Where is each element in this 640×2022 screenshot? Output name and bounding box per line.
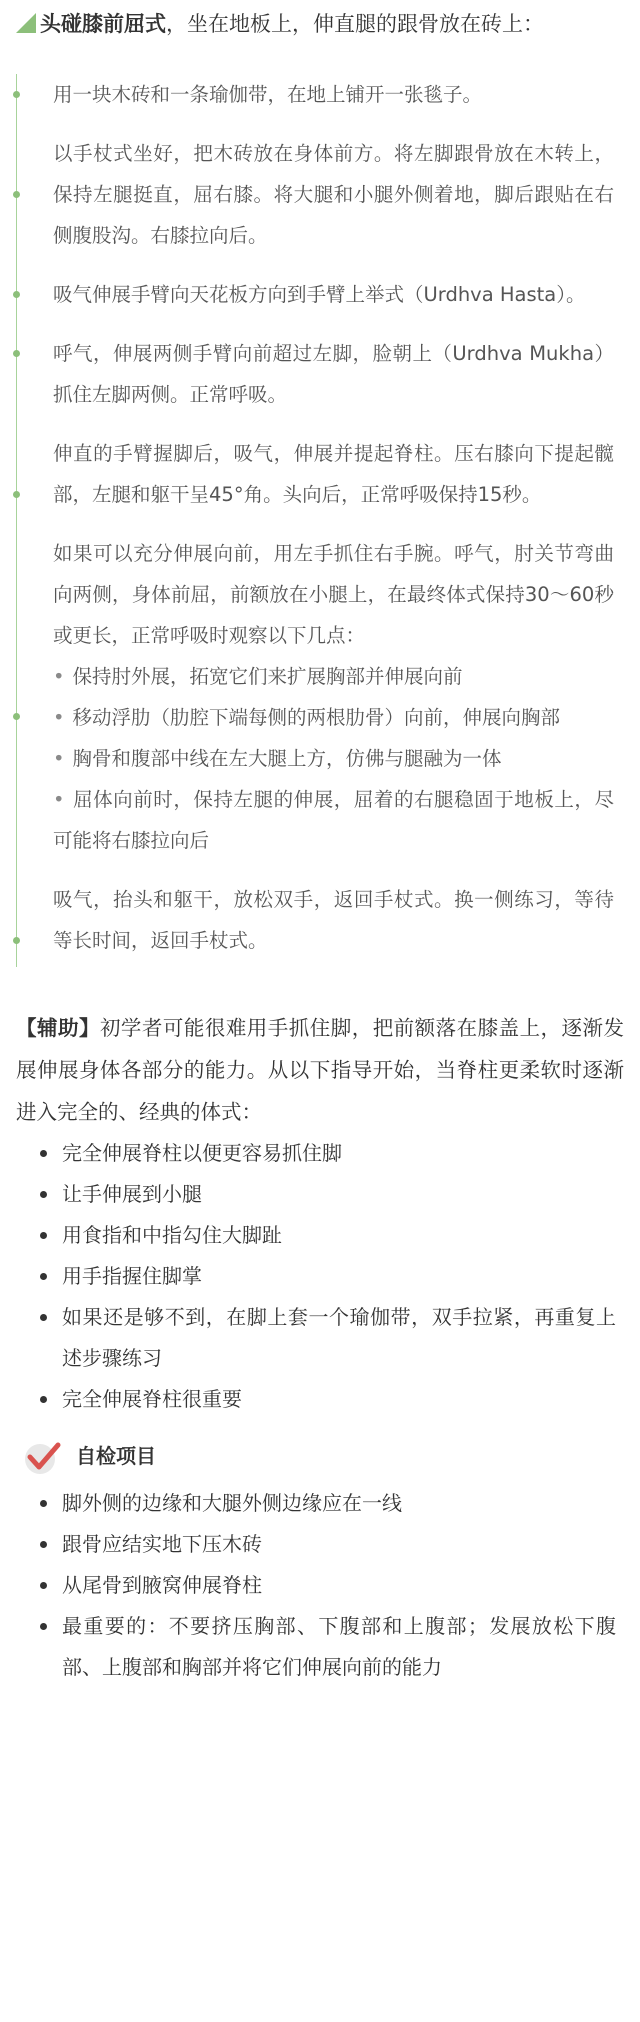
list-item: 最重要的：不要挤压胸部、下腹部和上腹部；发展放松下腹部、上腹部和胸部并将它们伸展向前的能力: [62, 1606, 624, 1688]
step-text: 如果可以充分伸展向前，用左手抓住右手腕。呼气，肘关节弯曲向两侧，身体前屈，前额放在小腿上，在最终体式保持30～60秒或更长，正常呼吸时观察以下几点：: [53, 542, 614, 647]
list-item: 用手指握住脚掌: [62, 1256, 624, 1297]
selfcheck-heading: [16, 1436, 624, 1477]
assist-label: 【辅助】: [16, 1016, 100, 1040]
step-item: [37, 74, 624, 115]
step-item: [37, 274, 624, 315]
timeline-dot-icon: [13, 491, 20, 498]
heading-bold: 头碰膝前屈式: [40, 12, 166, 36]
assist-paragraph: [16, 1007, 624, 1133]
list-item: 如果还是够不到，在脚上套一个瑜伽带，双手拉紧，再重复上述步骤练习: [62, 1297, 624, 1379]
step-text: 伸直的手臂握脚后，吸气，伸展并提起脊柱。压右膝向下提起髋部，左腿和躯干呈45°角。头向后，正常呼吸保持15秒。: [53, 442, 614, 506]
assist-text: 初学者可能很难用手抓住脚，把前额落在膝盖上，逐渐发展伸展身体各部分的能力。从以下指导开始，当脊柱更柔软时逐渐进入完全的、经典的体式：: [16, 1016, 625, 1124]
selfcheck-list: [16, 1483, 624, 1688]
timeline-dot-icon: [13, 350, 20, 357]
list-item: 跟骨应结实地下压木砖: [62, 1524, 624, 1565]
step-item: [37, 133, 624, 256]
timeline-dot-icon: [13, 191, 20, 198]
observe-point: • 保持肘外展，拓宽它们来扩展胸部并伸展向前: [53, 665, 463, 688]
step-text: 以手杖式坐好，把木砖放在身体前方。将左脚跟骨放在木转上，保持左腿挺直，屈右膝。将大腿和小腿外侧着地，脚后跟贴在右侧腹股沟。右膝拉向后。: [53, 142, 614, 247]
timeline-dot-icon: [13, 937, 20, 944]
step-text: 用一块木砖和一条瑜伽带，在地上铺开一张毯子。: [53, 83, 483, 106]
list-item: 让手伸展到小腿: [62, 1174, 624, 1215]
step-item: [37, 879, 624, 967]
step-text: 吸气伸展手臂向天花板方向到手臂上举式（Urdhva Hasta）。: [53, 283, 586, 306]
list-item: 从尾骨到腋窝伸展脊柱: [62, 1565, 624, 1606]
steps-timeline: [16, 74, 624, 967]
observe-point: • 移动浮肋（肋腔下端每侧的两根肋骨）向前，伸展向胸部: [53, 706, 561, 729]
heading-rest: ，坐在地板上，伸直腿的跟骨放在砖上：: [166, 12, 544, 36]
assist-list: [16, 1133, 624, 1420]
triangle-icon: [16, 13, 36, 33]
observe-point: • 胸骨和腹部中线在左大腿上方，仿佛与腿融为一体: [53, 747, 502, 770]
list-item: 完全伸展脊柱以便更容易抓住脚: [62, 1133, 624, 1174]
timeline-dot-icon: [13, 291, 20, 298]
list-item: 完全伸展脊柱很重要: [62, 1379, 624, 1420]
selfcheck-title: 自检项目: [76, 1444, 156, 1468]
observe-point: • 屈体向前时，保持左腿的伸展，屈着的右腿稳固于地板上，尽可能将右膝拉向后: [53, 788, 614, 852]
timeline-dot-icon: [13, 713, 20, 720]
step-item: [37, 333, 624, 415]
step-item: [37, 433, 624, 515]
section-heading: [16, 0, 624, 44]
timeline-dot-icon: [13, 91, 20, 98]
checkmark-icon: [22, 1437, 62, 1477]
list-item: 用食指和中指勾住大脚趾: [62, 1215, 624, 1256]
step-text: 呼气，伸展两侧手臂向前超过左脚，脸朝上（Urdhva Mukha）抓住左脚两侧。正常呼吸。: [53, 342, 614, 406]
step-item: [37, 533, 624, 861]
step-text: 吸气，抬头和躯干，放松双手，返回手杖式。换一侧练习，等待等长时间，返回手杖式。: [53, 888, 614, 952]
list-item: 脚外侧的边缘和大腿外侧边缘应在一线: [62, 1483, 624, 1524]
